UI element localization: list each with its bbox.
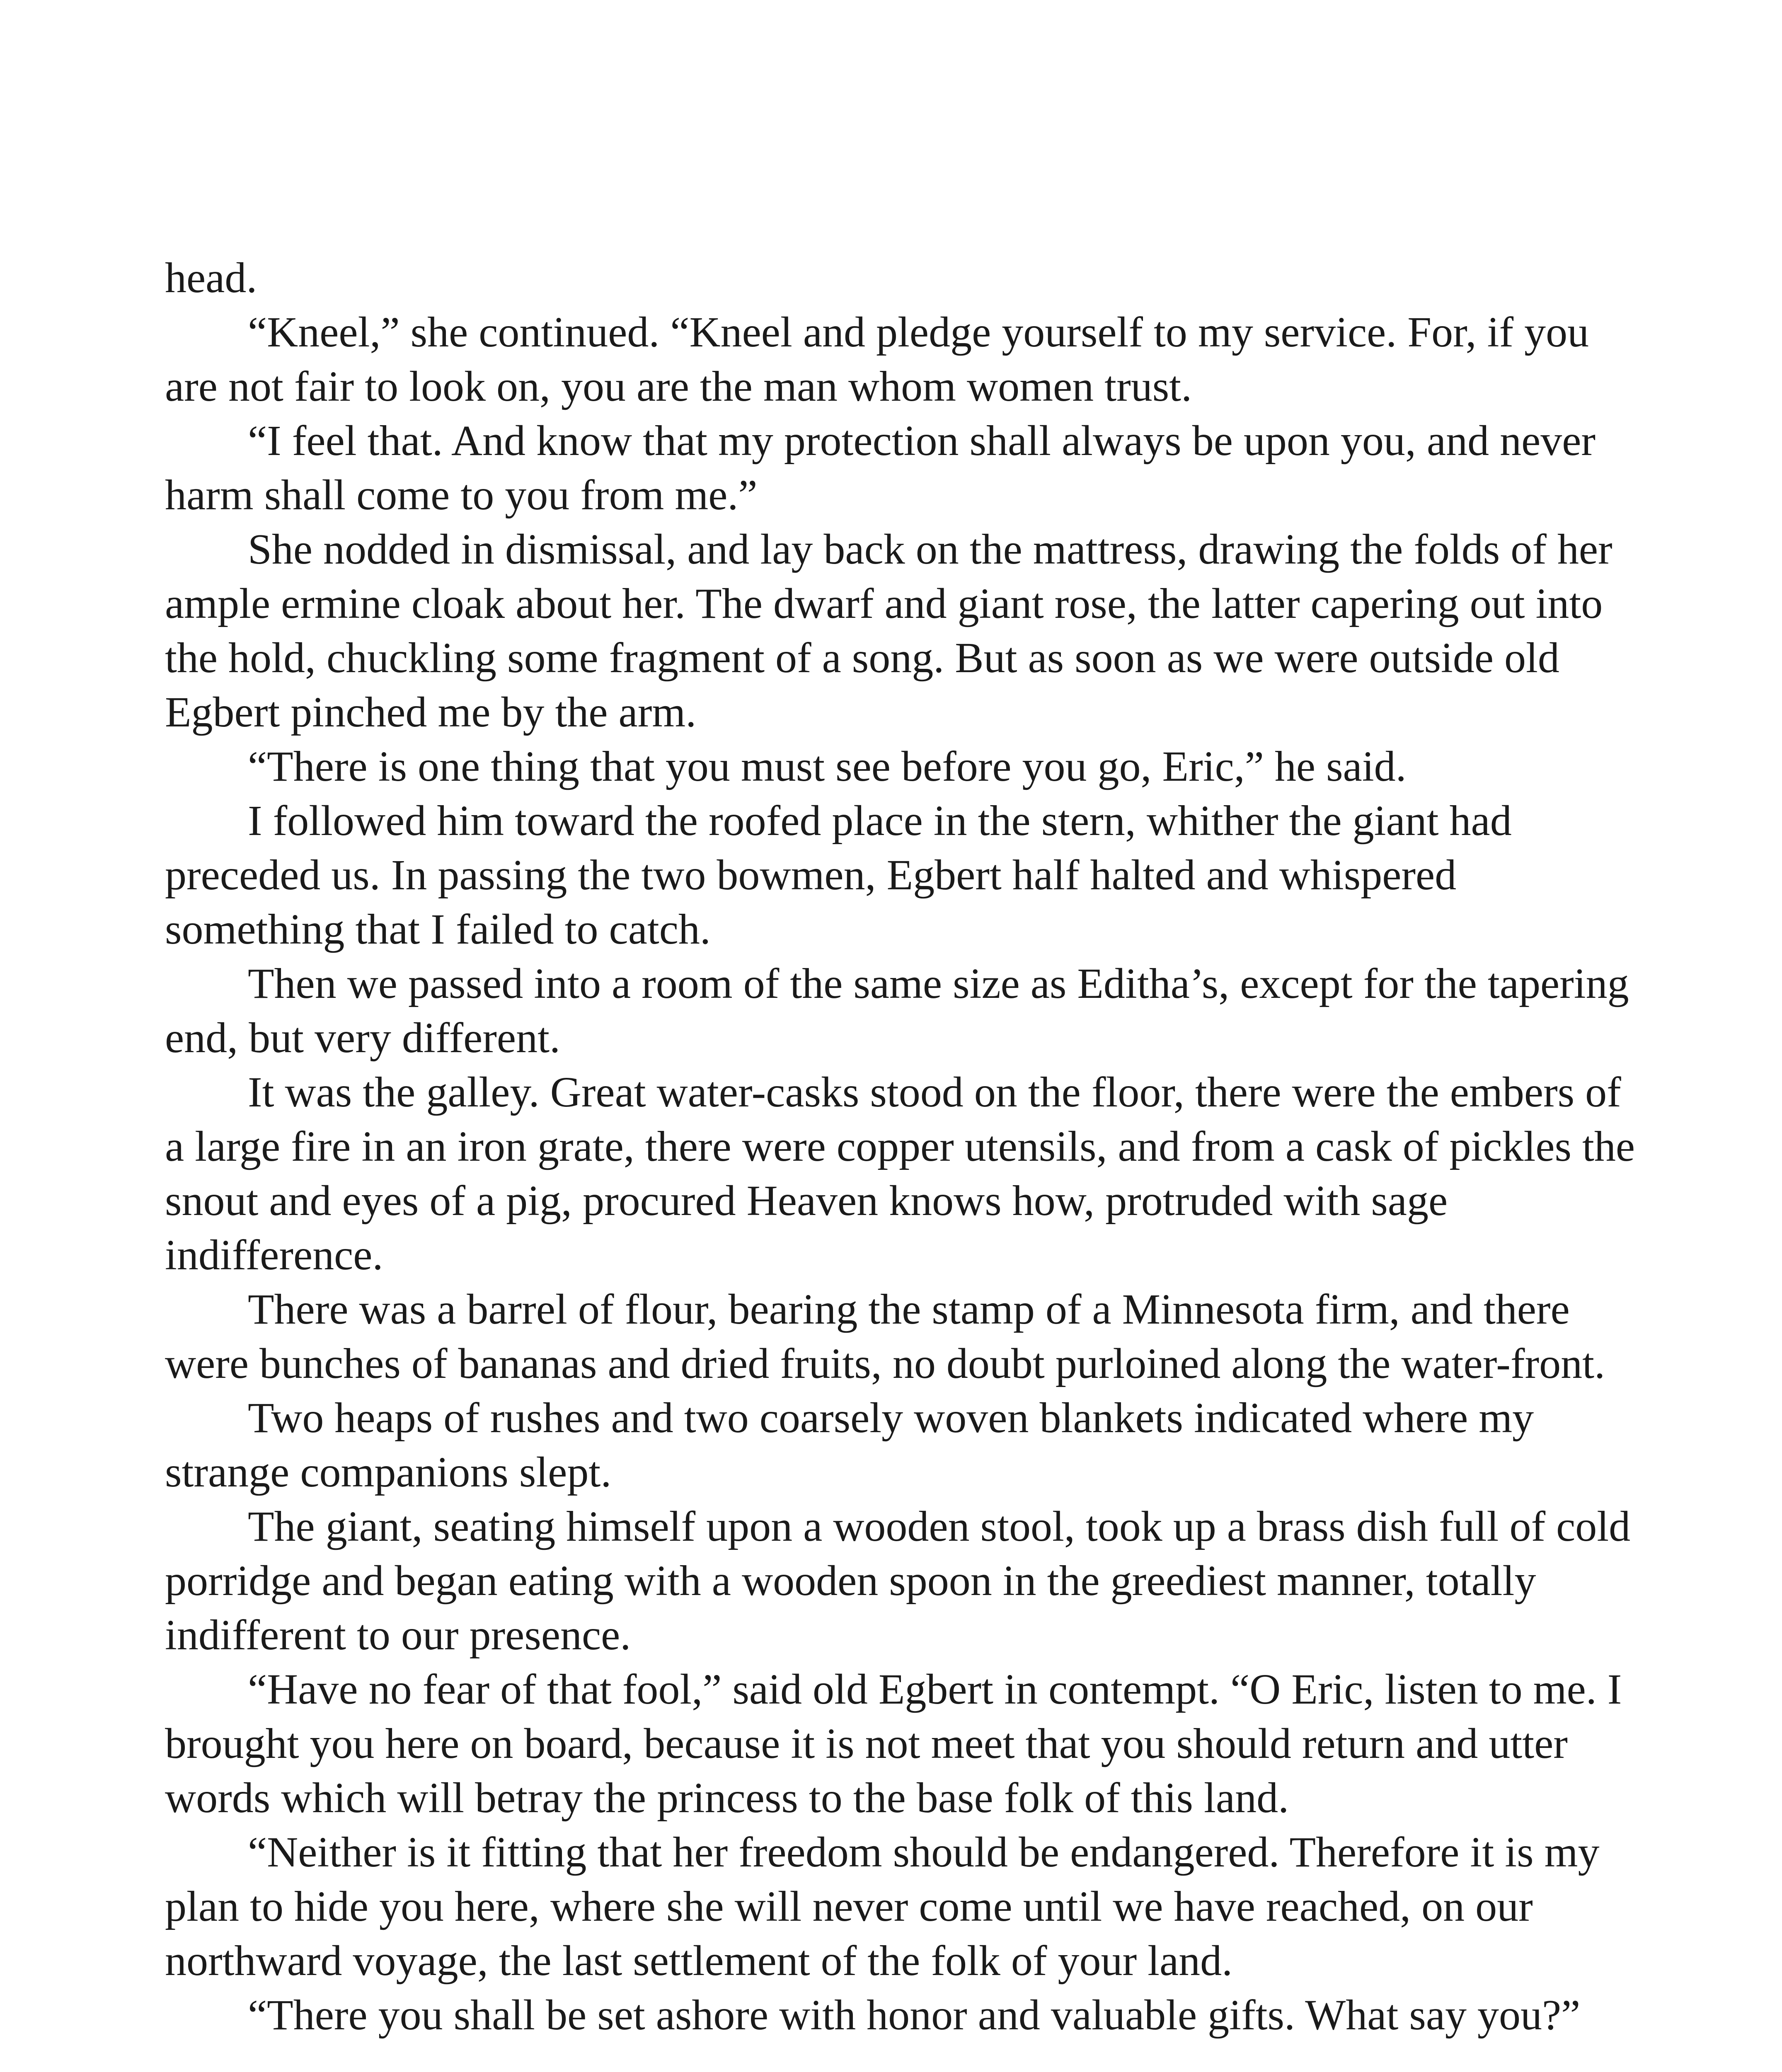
paragraph: “There is one thing that you must see before you go, Eric,” he said. xyxy=(248,743,1407,790)
paragraph: “Kneel,” she continued. “Kneel and pledge yourself to my service. For, if you are not fair to look on, you are the man whom women trust. xyxy=(165,308,1589,410)
paragraph: I followed him toward the roofed place in the stern, whither the giant had preceded us. In passing the two bowmen, Egbert half halted and whispered something that I failed to catch. xyxy=(165,797,1512,953)
paragraph: The giant, seating himself upon a wooden stool, took up a brass dish full of cold porridge and began eating with a wooden spoon in the greediest manner, totally indifferent to our presence. xyxy=(165,1503,1631,1659)
paragraph: “There you shall be set ashore with honor and valuable gifts. What say you?” xyxy=(248,1991,1581,2039)
paragraph: “Neither is it fitting that her freedom should be endangered. Therefore it is my plan to hide you here, where she will never come until we have reached, on our northward voyage, the last settlement of the folk of your land. xyxy=(165,1828,1600,1985)
paragraph: head. xyxy=(165,254,257,302)
paragraph: Two heaps of rushes and two coarsely woven blankets indicated where my strange companions slept. xyxy=(165,1394,1534,1496)
paragraph: It was the galley. Great water-casks stood on the floor, there were the embers of a large fire in an iron grate, there were copper utensils, and from a cask of pickles the snout and eyes of a pig, procured Heaven knows how, protruded with sage indifference. xyxy=(165,1068,1635,1279)
body-text xyxy=(165,251,1640,2042)
paragraph: Then we passed into a room of the same size as Editha’s, except for the tapering end, but very different. xyxy=(165,960,1629,1062)
paragraph: There was a barrel of flour, bearing the stamp of a Minnesota firm, and there were bunches of bananas and dried fruits, no doubt purloined along the water-front. xyxy=(165,1285,1605,1387)
paragraph: She nodded in dismissal, and lay back on the mattress, drawing the folds of her ample ermine cloak about her. The dwarf and giant rose, the latter capering out into the hold, chuckling some fragment of a song. But as soon as we were outside old Egbert pinched me by the arm. xyxy=(165,525,1613,736)
paragraph: “I feel that. And know that my protection shall always be upon you, and never harm shall come to you from me.” xyxy=(165,417,1596,519)
paragraph: “Have no fear of that fool,” said old Egbert in contempt. “O Eric, listen to me. I brought you here on board, because it is not meet that you should return and utter words which will betray the princess to the base folk of this land. xyxy=(165,1665,1622,1822)
